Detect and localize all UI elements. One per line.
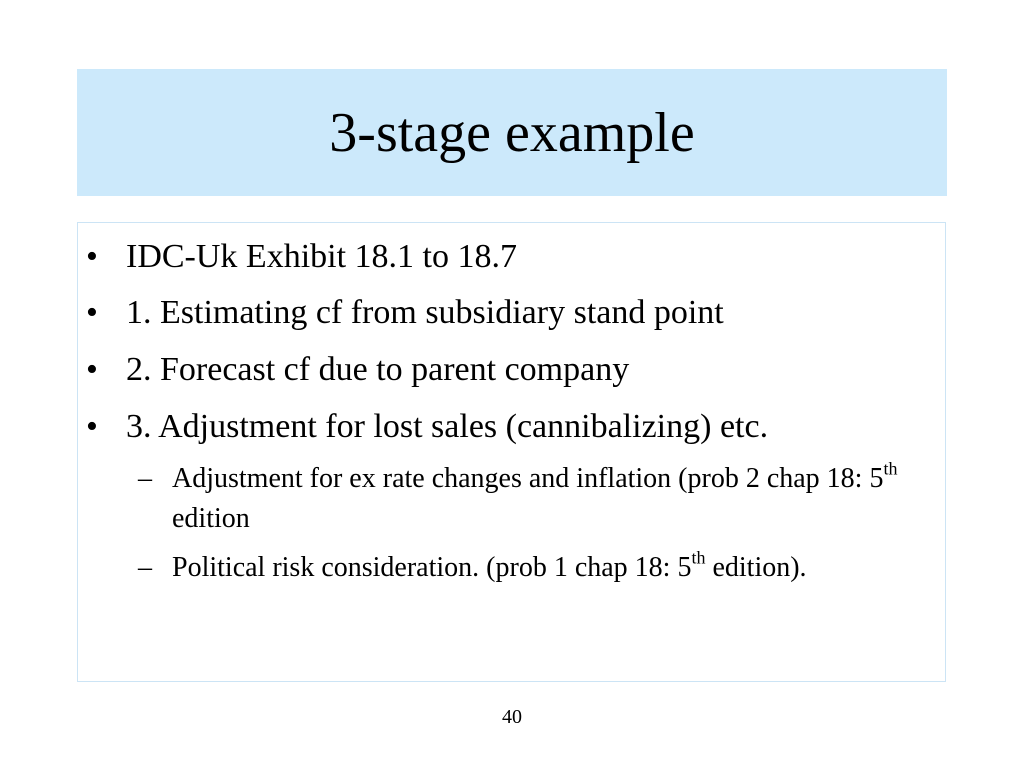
sub-bullet-text-main: Political risk consideration. (prob 1 chap 18: 5: [172, 552, 692, 583]
sub-bullet-marker: –: [138, 463, 152, 494]
sub-bullet-text: [172, 459, 898, 539]
content-area: [77, 222, 946, 682]
page-number: 40: [502, 706, 522, 728]
bullet-text: IDC-Uk Exhibit 18.1 to 18.7: [126, 238, 517, 275]
sub-bullet-marker: –: [138, 552, 152, 583]
bullet-text: 3. Adjustment for lost sales (cannibalizing) etc.: [126, 408, 769, 445]
bullet-text: 1. Estimating cf from subsidiary stand point: [126, 294, 724, 331]
sub-bullet-text-main: Adjustment for ex rate changes and inflation (prob 2 chap 18: 5: [172, 463, 884, 494]
bullet-marker: •: [86, 238, 98, 275]
title-banner: [77, 69, 947, 196]
sub-bullet-text: [172, 548, 898, 588]
sub-bullet-text-tail: edition).: [705, 552, 807, 583]
slide-title: 3-stage example: [329, 101, 695, 164]
bullet-marker: •: [86, 351, 98, 388]
bullet-marker: •: [86, 408, 98, 445]
bullet-marker: •: [86, 294, 98, 331]
ordinal-superscript: th: [691, 547, 706, 568]
sub-bullet-item: [138, 459, 898, 539]
sub-bullet-item: [138, 548, 898, 588]
sub-bullet-text-tail: edition: [172, 503, 250, 534]
ordinal-superscript: th: [883, 458, 898, 479]
bullet-text: 2. Forecast cf due to parent company: [126, 351, 630, 388]
